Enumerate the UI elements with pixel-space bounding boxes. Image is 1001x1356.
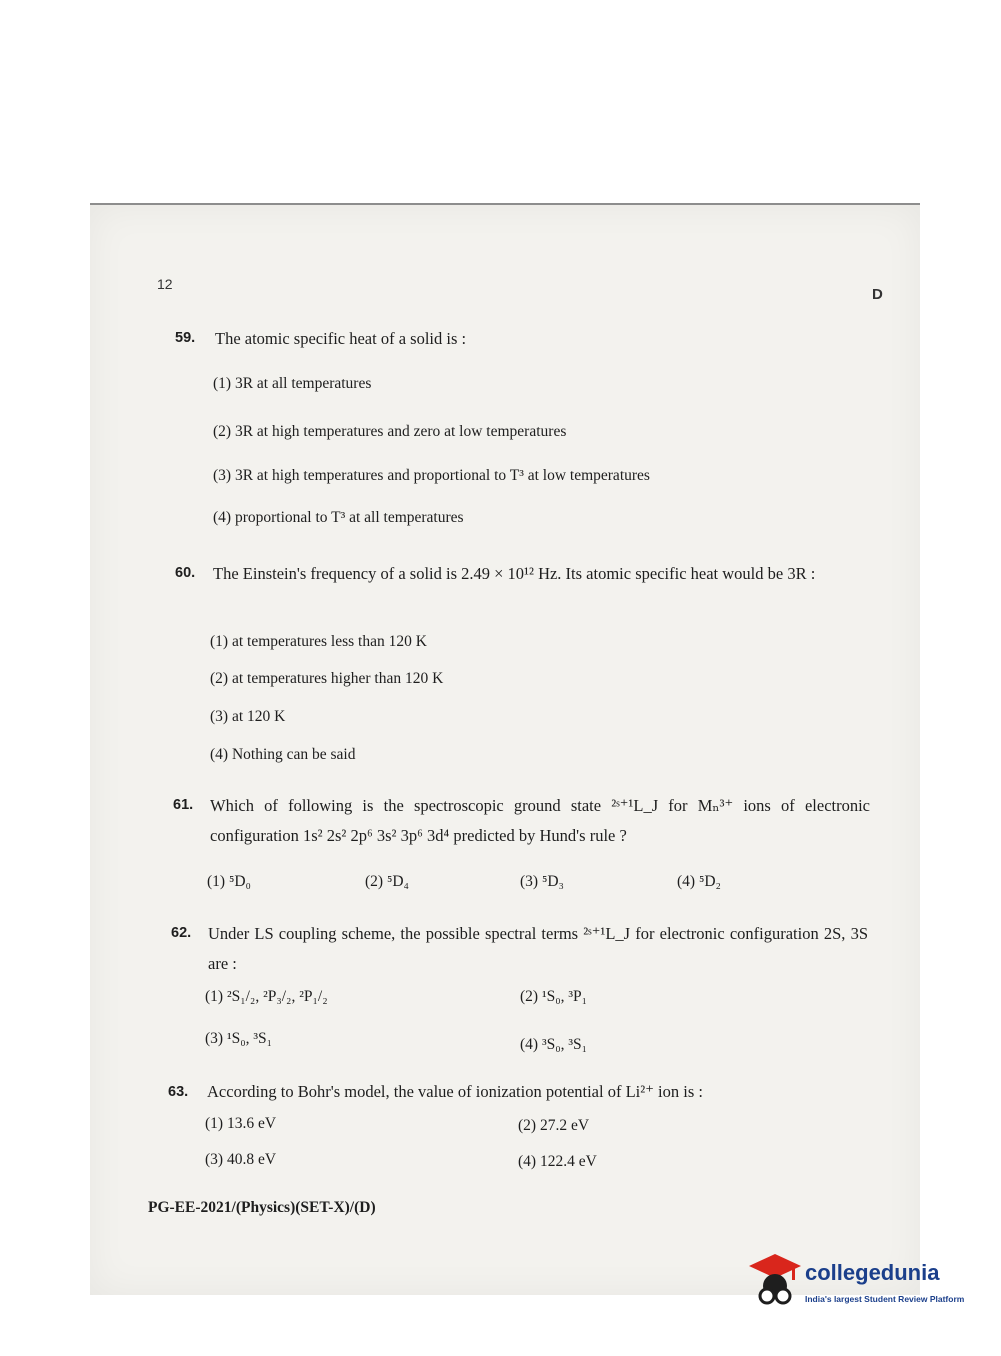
- page-number: 12: [157, 276, 173, 292]
- option-3: (3) at 120 K: [210, 708, 286, 725]
- option-4: (4) 122.4 eV: [518, 1153, 597, 1170]
- option-2: (2) 27.2 eV: [518, 1117, 590, 1134]
- question-number: 63.: [168, 1084, 189, 1100]
- option-3: (3) 40.8 eV: [205, 1151, 277, 1168]
- question-number: 62.: [171, 925, 192, 941]
- brand-name: collegedunia: [805, 1260, 940, 1285]
- option-1: (1) 13.6 eV: [205, 1115, 277, 1132]
- option-3: (3) ⁵D₃: [520, 873, 564, 890]
- option-2: (2) 3R at high temperatures and zero at low temperatures: [213, 423, 567, 440]
- option-4: (4) ⁵D₂: [677, 873, 721, 890]
- question-text: The Einstein's frequency of a solid is 2.49 × 10¹² Hz. Its atomic specific heat would be 3R :: [213, 564, 816, 583]
- set-letter: D: [872, 286, 883, 303]
- option-1: (1) at temperatures less than 120 K: [210, 633, 427, 650]
- option-1: (1) ⁵D₀: [207, 873, 251, 890]
- option-1: (1) ²S₁/₂, ²P₃/₂, ²P₁/₂: [205, 988, 328, 1005]
- question-text: According to Bohr's model, the value of ionization potential of Li²⁺ ion is :: [207, 1082, 703, 1101]
- option-2: (2) at temperatures higher than 120 K: [210, 670, 444, 687]
- question-number: 59.: [175, 330, 196, 346]
- question-number: 61.: [173, 797, 194, 813]
- option-2: (2) ⁵D₄: [365, 873, 409, 890]
- collegedunia-logo: [745, 1250, 975, 1320]
- option-1: (1) 3R at all temperatures: [213, 375, 372, 392]
- option-3: (3) 3R at high temperatures and proportional to T³ at low temperatures: [213, 467, 650, 484]
- option-3: (3) ¹S₀, ³S₁: [205, 1030, 273, 1047]
- question-number: 60.: [175, 565, 196, 581]
- question-text: Which of following is the spectroscopic ground state ²ˢ⁺¹L_J for Mₙ³⁺ ions of electronic configuration 1s² 2s² 2p⁶ 3s² 3p⁶ 3d⁴ predicted by Hund's rule ?: [210, 796, 870, 845]
- brand-tagline: India's largest Student Review Platform: [805, 1294, 965, 1304]
- exam-code-footer: PG-EE-2021/(Physics)(SET-X)/(D): [148, 1199, 376, 1216]
- question-text: The atomic specific heat of a solid is :: [215, 329, 467, 348]
- graduate-icon: [745, 1252, 803, 1312]
- question-text: Under LS coupling scheme, the possible spectral terms ²ˢ⁺¹L_J for electronic configuration 2S, 3S are :: [208, 924, 868, 973]
- option-4: (4) ³S₀, ³S₁: [520, 1036, 588, 1053]
- option-4: (4) Nothing can be said: [210, 746, 356, 763]
- option-2: (2) ¹S₀, ³P₁: [520, 988, 588, 1005]
- option-4: (4) proportional to T³ at all temperatures: [213, 509, 464, 526]
